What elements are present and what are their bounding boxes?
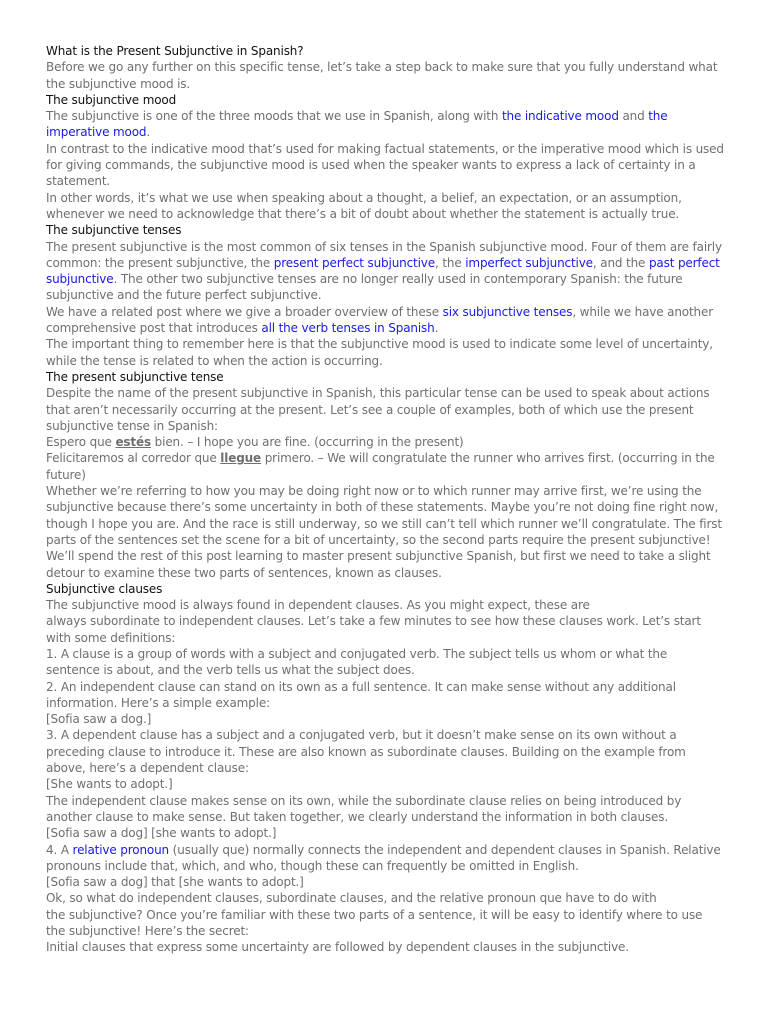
text: We have a related post where we give a broader overview of these [46,304,443,319]
clauses-paragraph-1-line-1: The subjunctive mood is always found in dependent clauses. As you might expect, these are [46,598,590,613]
present-paragraph-2: Whether we’re referring to how you may be doing right now or to which runner may arrive first, we’re using the subjunctive because there’s some uncertainty in both of these statements. Maybe you’re not doing fine right now, though I hope you are. And the race is still underway, so we still can’t tell which runner we’ll congratulate. The first parts of the sentences set the scene for a bit of uncertainty, so the second parts require the present subjunctive! [46,484,722,547]
all-verb-tenses-link[interactable]: all the verb tenses in Spanish [261,321,435,336]
article-body [46,43,724,956]
example-clause-b: [She wants to adopt.] [46,777,173,792]
section-heading-present: The present subjunctive tense [46,369,224,384]
text: and [618,109,649,124]
example-sentence-1 [46,434,724,450]
six-subjunctive-tenses-link[interactable]: six subjunctive tenses [442,304,573,319]
present-paragraph-1: Despite the name of the present subjunctive in Spanish, this particular tense can be used to speak about actions that aren’t necessarily occurring at the present. Let’s see a couple of examples, both of which use the present subjunctive tense in Spanish: [46,386,710,433]
past-perfect-subjunctive-link[interactable]: past perfect subjunctive [46,255,720,287]
definition-1: 1. A clause is a group of words with a subject and conjugated verb. The subject tells us whom or what the sentence is about, and the verb tells us what the subject does. [46,646,668,678]
relative-pronoun-link[interactable]: relative pronoun [72,842,170,857]
tenses-paragraph-1 [46,239,724,304]
example-clause-d: [Sofia saw a dog] that [she wants to adopt.] [46,875,304,890]
text: 4. A [46,842,73,857]
tenses-paragraph-2 [46,304,724,337]
mood-paragraph-2: In contrast to the indicative mood that’s used for making factual statements, or the imperative mood which is used for giving commands, the subjunctive mood is used when the speaker wants to express a lack of certainty in a statement. [46,141,724,189]
text: , and the [592,255,649,270]
mood-paragraph-1 [46,108,724,141]
clauses-paragraph-1: always subordinate to independent clauses. Let’s take a few minutes to see how these clauses work. Let’s start with some definitions: [46,614,701,645]
clauses-paragraph-3-line-1: Ok, so what do independent clauses, subordinate clauses, and the relative pronoun que have to do with [46,891,657,906]
text: , the [434,255,466,270]
indicative-mood-link[interactable]: the indicative mood [501,109,619,124]
text: . [146,125,151,140]
example-clause-c: [Sofia saw a dog] [she wants to adopt.] [46,826,277,841]
clauses-paragraph-3: the subjunctive? Once you’re familiar with these two parts of a sentence, it will be easy to identify where to use the subjunctive! Here’s the secret: [46,907,703,939]
text: bien. – I hope you are fine. (occurring in the present) [151,435,464,450]
example-sentence-2 [46,450,724,483]
example-verb-llegue: llegue [220,451,262,466]
text: , while we have another comprehensive post that introduces [46,304,714,336]
text: The subjunctive is one of the three moods that we use in Spanish, along with [46,109,502,124]
text: Felicitaremos al corredor que [46,451,221,466]
section-heading-clauses: Subjunctive clauses [46,581,163,596]
imperative-mood-link[interactable]: the imperative mood [46,109,668,140]
clauses-paragraph-4: Initial clauses that express some uncertainty are followed by dependent clauses in the subjunctive. [46,940,629,955]
text: . The other two subjunctive tenses are no longer really used in contemporary Spanish: the future subjunctive and the future perfect subjunctive. [46,272,683,303]
text: The present subjunctive is the most common of six tenses in the Spanish subjunctive mood. Four of them are fairly common: the present subjunctive, the [46,239,722,270]
intro-paragraph: Before we go any further on this specific tense, let’s take a step back to make sure that you fully understand what the subjunctive mood is. [46,60,718,91]
example-verb-estes: estés [115,435,151,450]
mood-paragraph-3: In other words, it’s what we use when speaking about a thought, a belief, an expectation, or an assumption, whenever we need to acknowledge that there’s a bit of doubt about whether the statement is actually true. [46,190,682,221]
imperfect-subjunctive-link[interactable]: imperfect subjunctive [465,255,593,270]
text: primero. – We will congratulate the runner who arrives first. (occurring in the future) [46,451,715,482]
present-paragraph-3: We’ll spend the rest of this post learning to master present subjunctive Spanish, but first we need to take a slight detour to examine these two parts of sentences, known as clauses. [46,549,711,580]
definition-3: 3. A dependent clause has a subject and a conjugated verb, but it doesn’t make sense on its own without a preceding clause to introduce it. These are also known as subordinate clauses. Building on the example from above, here’s a dependent clause: [46,728,686,776]
clauses-paragraph-2: The independent clause makes sense on its own, while the subordinate clause relies on being introduced by another clause to make sense. But taken together, we clearly understand the information in both clauses. [46,793,682,824]
example-clause-a: [Sofia saw a dog.] [46,712,152,727]
definition-4 [46,842,724,875]
section-heading-tenses: The subjunctive tenses [46,223,182,238]
text: . [434,321,439,336]
tenses-paragraph-3: The important thing to remember here is that the subjunctive mood is used to indicate some level of uncertainty, while the tense is related to when the action is occurring. [46,337,713,368]
definition-2: 2. An independent clause can stand on its own as a full sentence. It can make sense without any additional information. Here’s a simple example: [46,679,676,710]
text: Espero que [46,435,116,450]
section-heading-mood: The subjunctive mood [46,92,177,107]
present-perfect-subjunctive-link[interactable]: present perfect subjunctive [273,255,435,270]
page-title: What is the Present Subjunctive in Spanish? [46,44,304,58]
text: (usually que) normally connects the independent and dependent clauses in Spanish. Relative pronouns include that, which, and who, though these can frequently be omitted in English. [46,842,721,873]
